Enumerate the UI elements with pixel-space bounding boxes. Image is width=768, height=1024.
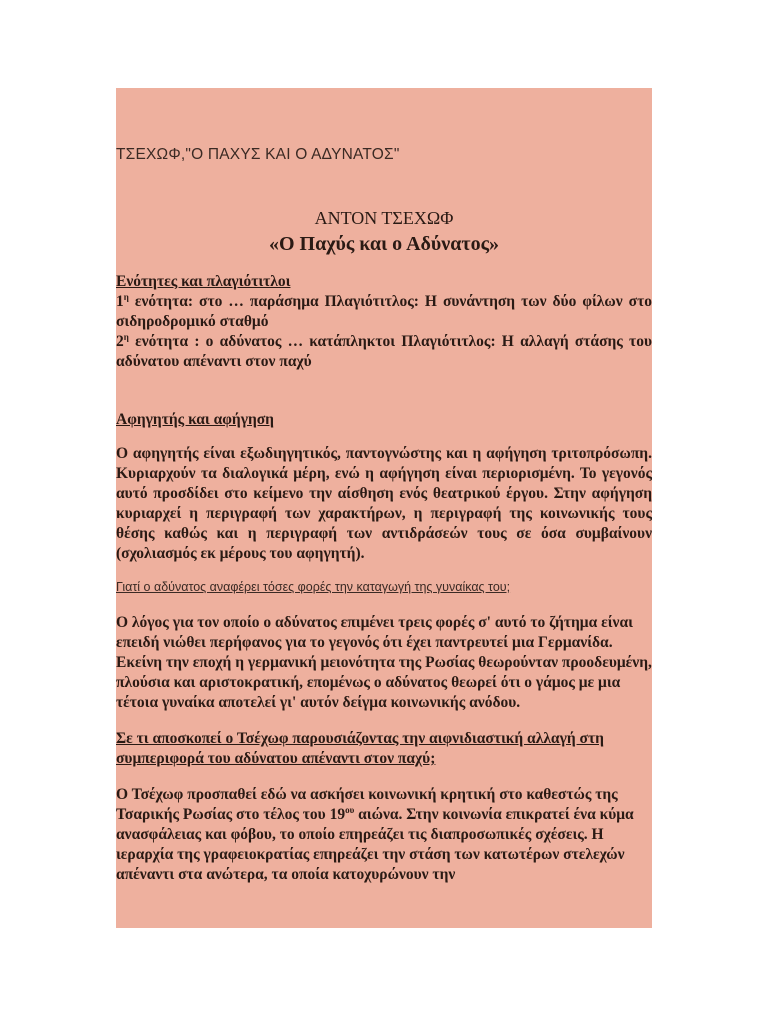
answer-1: Ο λόγος για τον οποίο ο αδύνατος επιμένει τρεις φορές σ' αυτό το ζήτημα είναι επειδή νιώθει περήφανος για το γεγονός ότι έχει παντρευτεί μια Γερμανίδα. Εκείνη την εποχή η γερμανική μειονότητα της Ρωσίας θεωρούνταν προοδευμένη, πλούσια και αριστοκρατική, επομένως ο αδύνατος θεωρεί ότι ο γάμος με μια τέτοια γυναίκα αποτελεί γι' αυτόν δείγμα κοινωνικής ανόδου.: [116, 614, 652, 711]
section-2-sup: η: [123, 331, 129, 342]
question-1: Γιατί ο αδύνατος αναφέρει τόσες φορές την καταγωγή της γυναίκας του;: [116, 580, 511, 594]
question-2: Σε τι αποσκοπεί ο Τσέχωφ παρουσιάζοντας την αιφνιδιαστική αλλαγή στη συμπεριφορά του αδύνατου απέναντι στον παχύ;: [116, 730, 604, 767]
section-2-text: ενότητα : ο αδύνατος … κατάπληκτοι Πλαγιότιτλος: Η αλλαγή στάσης του αδύνατου απέναντι στον παχύ: [116, 333, 652, 370]
author-name: ΑΝΤΟΝ ΤΣΕΧΩΦ: [314, 208, 454, 228]
section-1: [116, 292, 652, 332]
section-2-number: 2: [116, 333, 124, 350]
section-1-sup: η: [123, 291, 129, 302]
answer-2-text-a: Ο Τσέχωφ προσπαθεί εδώ να ασκήσει κοινωνική κρητική στο καθεστώς της Τσαρικής Ρωσίας στο τέλος του 19: [116, 786, 618, 823]
document-body: [116, 272, 652, 885]
answer-2: [116, 785, 652, 885]
sections-heading: Ενότητες και πλαγιότιτλοι: [116, 273, 291, 290]
document-page: [116, 88, 652, 928]
section-1-text: ενότητα: στο … παράσημα Πλαγιότιτλος: Η συνάντηση των δύο φίλων στο σιδηροδρομικό σταθμό: [116, 293, 652, 330]
section-2: [116, 332, 652, 372]
narrator-heading: Αφηγητής και αφήγηση: [116, 411, 274, 428]
answer-2-text-b: αιώνα. Στην κοινωνία επικρατεί ένα κύμα ανασφάλειας και φόβου, το οποίο επηρεάζει τις διαπροσωπικές σχέσεις. Η ιεραρχία της γραφειοκρατίας επηρεάζει την στάση των κατωτέρων στελεχών απέναντι στα ανώτερα, τα οποία κατοχυρώνουν την: [116, 806, 634, 883]
work-title: «Ο Παχύς και ο Αδύνατος»: [268, 233, 500, 255]
section-1-number: 1: [116, 293, 124, 310]
document-header: ΤΣΕΧΩΦ,"Ο ΠΑΧΥΣ ΚΑΙ Ο ΑΔΥΝΑΤΟΣ": [116, 146, 400, 163]
answer-2-sup: ου: [345, 804, 355, 815]
narrator-paragraph: Ο αφηγητής είναι εξωδιηγητικός, παντογνώστης και η αφήγηση τριτοπρόσωπη. Κυριαρχούν τα διαλογικά μέρη, ενώ η αφήγηση είναι περιορισμένη. Το γεγονός αυτό προσδίδει στο κείμενο την αίσθηση ενός θεατρικού έργου. Στην αφήγηση κυριαρχεί η περιγραφή των χαρακτήρων, η περιγραφή της κοινωνικής τους θέσης καθώς και η περιγραφή των αντιδράσεών τους σε όσα συμβαίνουν (σχολιασμός εκ μέρους του αφηγητή).: [116, 445, 652, 562]
